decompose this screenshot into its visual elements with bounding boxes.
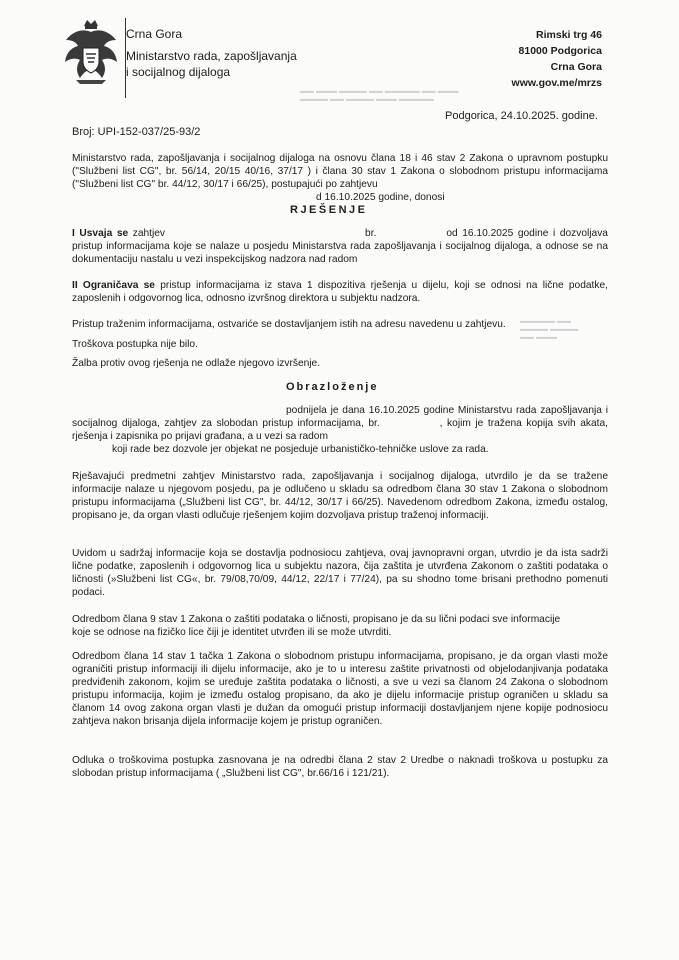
coat-of-arms-icon — [62, 18, 120, 88]
intro-tail: d 16.10.2025 godine, donosi — [316, 192, 445, 203]
costs-paragraph: Troškova postupka nije bilo. — [72, 339, 198, 350]
decision-item-2 — [72, 279, 608, 305]
bleed-through: ▬▬ ▬▬▬ ▬▬▬▬ ▬▬ ▬▬▬▬▬ ▬▬ ▬▬▬ ▬▬▬▬ ▬▬ ▬▬▬▬ ▬▬▬ ▬▬▬▬▬ — [300, 88, 459, 103]
ministry-name-line1: Ministarstvo rada, zapošljavanja — [126, 49, 297, 63]
item-1-label: I Usvaja se — [72, 228, 129, 239]
reasoning-paragraph-6: Odluka o troškovima postupka zasnovana je na odredbi člana 2 stav 2 Uredbe o naknadi troškova u postupku za slobodan pristup informacijama ( „Službeni list CG", br.66/16 i 121/21). — [72, 755, 608, 779]
item-2-text: pristup informacijama iz stava 1 dispozitiva rješenja u dijelu, koji se odnosi na lične podatke, zaposlenih i odgovornog lica, odnosno izvršnog direktora u subjektu nadzora. — [72, 280, 608, 304]
reasoning-paragraph-4 — [72, 613, 608, 639]
appeal-paragraph: Žalba protiv ovog rješenja ne odlaže njegovo izvršenje. — [72, 358, 321, 369]
intro-text: Ministarstvo rada, zapošljavanja i socijalnog dijaloga na osnovu člana 18 i 46 stav 2 Zakona o upravnom postupku ("Službeni list CG", br. 56/14, 20/15 40/16, 37/17 ) i člana 30 stav 1 Zakona o slobodnom pristupu informacijama ("Službeni list CG" br. 44/12, 30/17 i 66/25), postupajući po zahtjevu — [72, 153, 608, 190]
bleed-through: ▬▬▬▬▬ ▬▬ ▬▬▬▬ ▬▬▬▬ ▬▬ ▬▬▬ — [520, 318, 578, 341]
ministry-header — [126, 26, 297, 80]
reasoning-1-text-b: , kojim je tražena kopija svih akata, rješenja i zapisnika po prijavi građana, a u vezi sa radom — [72, 418, 608, 442]
item-2-label: II Ograničava se — [72, 280, 155, 291]
item-1-text-a: zahtjev — [132, 228, 166, 239]
decision-item-1 — [72, 227, 608, 266]
item-1-text-c: od 16.10.2025 godine i dozvoljava pristup informacijama koje se nalaze u posjedu Ministarstva rada zapošljavanja i socijalnog dijaloga, a odnose se na dokumentaciju nastalu u vezi inspekcijskog nadzora nad radom — [72, 228, 608, 265]
intro-paragraph — [72, 152, 608, 204]
reasoning-1-text-c: koji rade bez dozvole jer objekat ne posjeduje urbanističko-tehničke uslove za rada. — [112, 444, 489, 455]
ministry-address — [512, 27, 602, 91]
address-country: Crna Gora — [550, 61, 602, 73]
website-link[interactable]: www.gov.me/mrzs — [511, 77, 602, 89]
address-city: 81000 Podgorica — [518, 45, 602, 57]
ministry-name-line2: i socijalnog dijaloga — [126, 65, 231, 79]
reasoning-paragraph-3: Uvidom u sadržaj informacije koja se dostavlja podnosiocu zahtjeva, ovaj javnopravni organ, utvrdio je da ista sadrži lične podatke, zaposlenih i odgovornog lica u subjektu nazora, čija zaštita je utvrđena Zakonom o zaštiti podataka o ličnosti (»Službeni list CG«, br. 79/08,70/09, 44/12, 22/17 i 77/24), pa su shodno tome brisani prethodno pomenuti podaci. — [72, 548, 608, 598]
decision-title: RJEŠENJE — [290, 204, 368, 216]
address-street: Rimski trg 46 — [536, 29, 602, 41]
reasoning-4-text-a: Odredbom člana 9 stav 1 Zakona o zaštiti podataka o ličnosti, propisano je da su lični podaci sve informacije — [72, 614, 561, 625]
reasoning-paragraph-2: Rješavajući predmetni zahtjev Ministarstvo rada, zapošljavanja i socijalnog dijaloga, utvrdilo je da se tražene informacije nalaze u njegovom posjedu, pa je odlučeno u skladu sa odredbom člana 30 stav 1 Zakona o slobodnom pristupu informacijama („Službeni list CG", br. 44/12, 30/17 i 66/25). Navedenom odredbom Zakona, između ostalog, propisano je, da organ vlasti odlučuje rješenjem kojim dozvoljava pristup traženoj informaciji. — [72, 471, 608, 521]
reasoning-1-text-a: podnijela je dana 16.10.2025 godine Ministarstvu rada zapošljavanja i socijalnog dijaloga, zahtjev za slobodan pristup informacijama, br. — [72, 405, 608, 429]
reasoning-title: Obrazloženje — [286, 381, 379, 393]
reasoning-paragraph-1 — [72, 404, 608, 456]
country-name: Crna Gora — [126, 27, 183, 41]
item-1-text-b: br. — [365, 228, 377, 239]
access-paragraph: Pristup traženim informacijama, ostvariće se dostavljanjem istih na adresu navedenu u zahtjevu. — [72, 319, 506, 330]
reasoning-4-text-b: koje se odnose na fizičko lice čiji je identitet utvrđen ili se može utvrditi. — [72, 627, 392, 638]
case-number: Broj: UPI-152-037/25-93/2 — [72, 126, 201, 138]
document-date: Podgorica, 24.10.2025. godine. — [445, 110, 598, 122]
reasoning-paragraph-5: Odredbom člana 14 stav 1 tačka 1 Zakona o slobodnom pristupu informacijama, propisano, je da organ vlasti može ograničiti pristup informaciji ili dijelu informacije, ako je to u interesu zaštite privatnosti od objelodanjivanja podataka predviđenih zakonom, kojim se uređuje zaštita podataka o ličnosti, a sve u vezi sa članom 24 Zakona o slobodnom pristupu informacija, kojim je između ostalog propisano, da ako je dijelu informacije pristup ograničen u skladu sa članom 14 ovog zakona organ vlasti je dužan da omogući pristup informaciji dostavljanjem njene kopije podnosiocu zahtjeva nakon brisanja dijela informacije kojem je pristup ograničen. — [72, 651, 608, 727]
